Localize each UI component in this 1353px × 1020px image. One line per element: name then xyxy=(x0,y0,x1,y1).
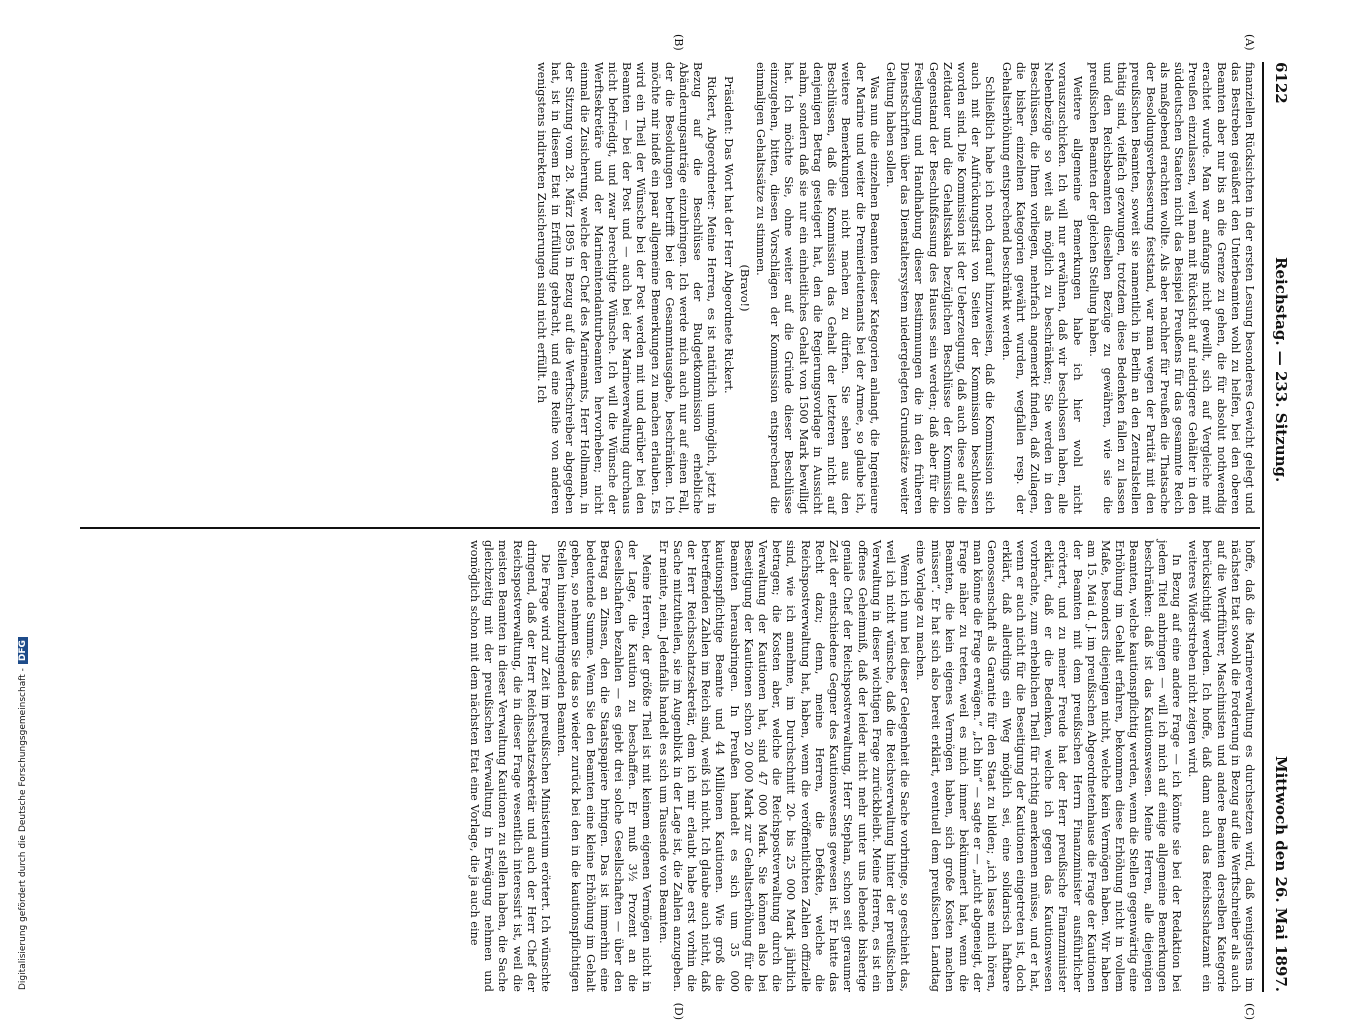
margin-marker-a: (A) xyxy=(1243,34,1256,51)
column-divider xyxy=(80,527,1260,529)
paragraph: finanziellen Rücksichten in der ersten Lesung besonderes Gewicht gelegt und das Bestreben geäußert den Unterbeamten wohl zu helfen, bei den oberen Beamten aber nur bis an die Grenze zu gehen, die für absolut nothwendig erachtet wurde. Man war anfangs nicht gewillt, sich auf Vergleiche mit Preußen einzulassen, weil man mit Rücksicht auf niedrigere Gehälter in den süddeutschen Staaten nicht das Beispiel Preußens für das gesammte Reich als maßgebend erachten wollte. Als aber nachher für Preußen die Thatsache der Besoldungsverbesserung feststand, war man wegen der Parität mit den preußischen Beamten, soweit sie namentlich in Berlin an den Zentralstellen thätig sind, vielfach gezwungen, trotzdem diese Bedenken fallen zu lassen und den Reichsbeamten dieselben Bezüge zu gewähren, wie sie die preußischen Beamten der gleichen Stellung haben. xyxy=(1086,62,1256,514)
paragraph: Meine Herren, der größte Theil ist mit keinem eigenen Vermögen nicht in der Lage, die Kaution zu beschaffen. Er muß 3½ Prozent an die Gesellschaften bezahlen — es giebt drei solche Gesellschaften — über den Betrag an Zinsen, den die Staatspapiere bringen. Das ist immerhin eine bedeutende Summe. Wenn Sie den Beamten eine kleine Erhöhung im Gehalt geben, so nehmen Sie das so wieder zurück bei den in die kautionspflichtigen Stellen hineinzubringenden Beamten. xyxy=(555,540,654,992)
page-number: 6122 xyxy=(1272,62,1290,104)
credit-text: Digitalisierung gefördert durch die Deutsche Forschungsgemeinschaft - xyxy=(18,668,28,990)
paragraph: hoffe, daß die Marineverwaltung es durchsetzen wird, daß wenigstens im nächsten Etat sowohl die Forderung in Bezug auf die Werftschreiber als auch auf die Werftführer, Maschinisten und andere Beamten derselben Kategorie berücksichtigt werden. Ich hoffe, daß dann auch das Reichsschatzamt ein weiteres Widerstreben nicht zeigen wird. xyxy=(1186,540,1256,992)
paragraph: Die Frage wird zur Zeit im preußischen Ministerium erörtert. Ich wünschte dringend, daß der Herr Reichsschatzsekretär und auch der Herr Chef der Reichspostverwaltung, die in dieser Frage wesentlich interessirt ist, weil die meisten Beamten in dieser Verwaltung Kautionen zu stellen haben, die Sache gleichzeitig mit der preußischen Verwaltung in Erwägung nehmen und womöglich schon mit dem nächsten Etat eine Vorlage, die ja auch eine xyxy=(468,540,553,992)
digitization-credit xyxy=(18,637,28,990)
applause-note: (Bravo!) xyxy=(737,264,751,312)
paragraph: Schließlich habe ich noch darauf hinzuweisen, daß die Kommission sich auch mit der Aufrückungsfrist von Seiten der Kommission beschlossen worden sind. Die Kommission ist der Ueberzeugung, daß auch diese auf die Zeitdauer und die Gehaltsskala bezüglichen Beschlüsse der Kommission Gegenstand der Beschlußfassung des Hauses sein werden; daß aber für die Festlegung und Handhabung dieser Bestimmungen die in den früheren Dienstschriften über das Dienstaltersystem niedergelegten Grundsätze weiter Geltung haben sollen. xyxy=(883,62,997,514)
margin-marker-b: (B) xyxy=(672,34,685,51)
header-rule xyxy=(1262,62,1264,992)
right-column xyxy=(465,540,1256,992)
speaker-paragraph: Präsident: Das Wort hat der Herr Abgeordnete Rickert. xyxy=(721,76,735,394)
running-header xyxy=(1266,62,1290,992)
paragraph: In Bezug auf eine andere Frage — ich könnte sie bei der Redaktion bei jedem Titel anbringen — will ich mich auf einige allgemeine Bemerkungen beschränken: daß ist das Kautionswesen. Meine Herren, alle diejenigen Beamten, welche kautionspflichtig werden, wenn die Stellen gegenwärtig eine Erhöhung im Gehalt erfahren, bekommen diese Erhöhung nicht in vollem Maße, besonders diejenigen nicht, welche kein Vermögen haben. Wir haben am 15. Mai d. J. im preußischen Abgeordnetenhause die Frage der Kautionen der Beamten mit dem preußischen Herrn Finanzminister ausführlicher erörtert, und zu meiner Freude hat der Herr preußische Finanzminister erklärt, daß er die Bedenken, welche ich gegen das Kautionswesen vorbrachte, zum erheblichen Theil für richtig anerkennen müsse, und er hat, wenn er auch nicht für die Beseitigung der Kautionen eingetreten ist, doch erklärt, daß allerdings ein Weg möglich sei, eine solidarisch haftbare Genossenschaft als Garantie für den Staat zu bilden; „ich lasse mich hören, man könne die Frage erwägen.“ „Ich bin“ — sagte er — „nicht abgeneigt, der Frage näher zu treten, weil es mich immer bekümmert hat, wenn die Beamten, die kein eigenes Vermögen haben, sich große Kosten machen müssen“. Er hat sich also bereit erklärt, eventuell dem preußischen Landtag eine Vorlage zu machen. xyxy=(914,540,1183,992)
left-column xyxy=(532,62,1256,514)
margin-marker-d: (D) xyxy=(672,1002,685,1020)
paragraph: Wenn ich nun bei dieser Gelegenheit die Sache vorbringe, so geschieht das, weil ich nicht wünsche, daß die Reichsverwaltung hinter der preußischen Verwaltung in dieser wichtigen Frage zurückbleibt. Meine Herren, es ist ein offenes Geheimniß, daß der leider nicht mehr unter uns lebende bisherige geniale Chef der Reichspostverwaltung, Herr Stephan, schon seit geraumer Zeit der entschiedene Gegner des Kautionswesens gewesen ist. Er hatte das Recht dazu; denn, meine Herren, die Defekte, welche die Reichspostverwaltung hat, haben, wenn die veröffentlichten Zahlen offizielle sind, wie ich annehme, im Durchschnitt 20- bis 25 000 Mark jährlich betragen; die Kosten aber, welche die Reichspostverwaltung durch die Verwaltung der Kautionen hat, sind 47 000 Mark. Sie können also bei Beseitigung der Kautionen schon 20 000 Mark zur Gehaltserhöhung für die Beamten herausbringen. In Preußen handelt es sich um 35 000 kautionspflichtige Beamte und 44 Millionen Kautionen. Wie groß die betreffenden Zahlen im Reich sind, weiß ich nicht. Ich glaube auch nicht, daß der Herr Reichsschatzsekretär, dem ich mir erlaubt habe erst vorhin die Sache mitzutheilen, sie im Augenblick in der Lage ist, die Zahlen anzugeben. Er meinte, nein. Jedenfalls handelt es sich um Tausende von Beamten. xyxy=(656,540,912,992)
margin-marker-c: (C) xyxy=(1243,1003,1256,1020)
paragraph: Weitere allgemeine Bemerkungen habe ich hier wohl nicht vorauszuschicken. Ich will nur erwähnen, daß wir beschlossen haben, alle Nebenbezüge so weit als möglich zu beschränken; Sie werden in den Beschlüssen, die Ihnen vorliegen, mehrfach angemerkt finden, daß Zulagen, die bisher einzelnen Kategorien gewährt wurden, wegfallen resp. der Gehaltserhöhung entsprechend beschränkt werden. xyxy=(999,62,1084,514)
session-date: Mittwoch den 26. Mai 1897. xyxy=(1272,755,1290,992)
session-title: Reichstag. — 233. Sitzung. xyxy=(1272,257,1290,483)
speaker-paragraph: Rickert, Abgeordneter: Meine Herren, es ist natürlich unmöglich, jetzt in Bezug auf die Beschlüsse der Budgetkommission erhebliche Abänderungsanträge einzubringen. Ich werde mich auch nur auf einen Fall, der die Besoldungen betrifft bei der Gesammtausgabe, beschränken. Ich möchte mir indeß ein paar allgemeine Bemerkungen zu machen erlauben. Es wird ein Theil der Wünsche bei der Post werden mit und darüber bei den Beamten — bei der Post und — auch bei der Marineverwaltung durchaus nicht befriedigt, und zwar berechtigte Wünsche. Ich will die Wünsche der Werftsekretäre und der Marineintendanturbeamten hervorheben; nicht einmal die Zusicherung, welche der Chef des Marineamts, Herr Hollmann, in der Sitzung vom 28. März 1895 in Bezug auf die Werftschreiber abgegeben hat, ist in diesem Etat in Erfüllung gebracht, und eine Reihe von anderen wenigstens indirekten Zusicherungen sind nicht erfüllt. Ich xyxy=(535,62,719,514)
paragraph: Was nun die einzelnen Beamten dieser Kategorien anlangt, die Ingenieure der Marine und weiter die Premierleutenants bei der Armee, so glaube ich, weitere Bemerkungen nicht machen zu dürfen. Sie sehen aus den Beschlüssen, daß die Kommission das Gehalt der letzteren nicht auf denjenigen Betrag gesteigert hat, den die Regierungsvorlage in Aussicht nahm, sondern daß sie nur ein einheitliches Gehalt von 1500 Mark bewilligt hat. Ich möchte Sie, ohne weiter auf die Gründe dieser Beschlüsse einzugehen, bitten, diesen Vorschlägen der Kommission entsprechend die einmaligen Gehaltssätze zu stimmen. xyxy=(754,62,881,514)
rotated-page xyxy=(70,34,1290,1020)
dfg-logo: DFG xyxy=(18,637,28,664)
